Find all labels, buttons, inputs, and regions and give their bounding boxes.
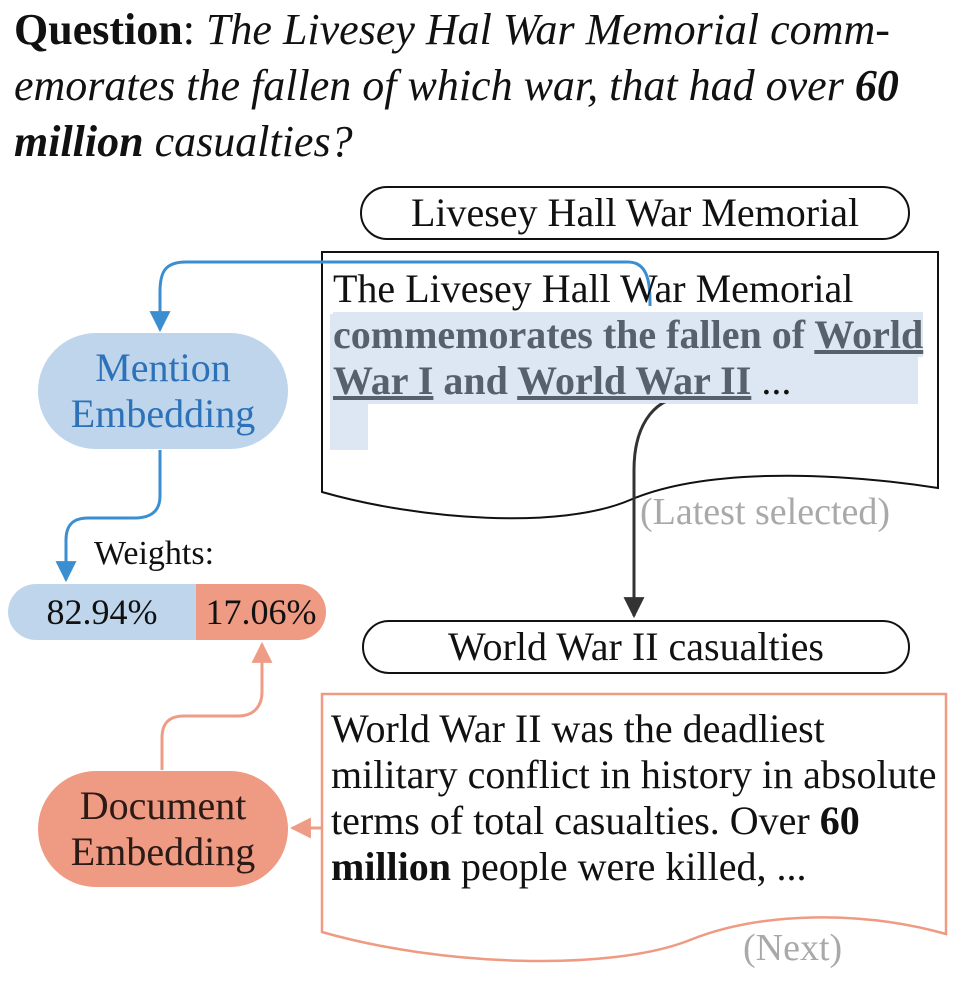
weight-document-segment [196,584,326,640]
doc2-title: World War II casualties [362,620,910,674]
document-embedding-node [38,771,288,887]
weight-mention-value: 82.94% [46,592,158,632]
doc2-status-label: (Next) [743,927,843,969]
doc1-ellipsis: ... [751,358,792,403]
doc1-highlight-prefix: commemorates the fallen of [333,312,815,357]
doc1-highlight-text [333,312,923,403]
doc2-text-part2: people were killed, ... [451,844,807,889]
question-label: Question [14,5,183,54]
doc1-status-label: (Latest selected) [640,491,891,533]
question-text-part3: casualties? [143,117,353,166]
question-bold-number: 60 [854,61,899,110]
question-colon: : [182,5,206,54]
document-embedding-line1: Document [79,783,247,828]
weights-label: Weights: [94,535,215,572]
doc2-bold-phrase: 60 million [331,798,860,889]
doc1-and-text: and [433,358,518,403]
doc2-text-part1: World War II was the deadliest military conflict in history in absolute terms of total casualties. Over [331,706,937,843]
weight-bar [8,584,326,640]
doc1-plain-text: The Livesey Hall War Memorial [333,266,854,311]
doc1-entity-2: World War II [517,358,752,403]
document-to-weights-arrow [162,644,262,770]
doc1-highlight-row3 [330,404,368,450]
weight-mention-segment [8,584,196,640]
mention-embedding-line2: Embedding [70,391,256,436]
doc2-text [331,706,941,890]
weight-document-value: 17.06% [205,592,317,632]
mention-embedding-line1: Mention [95,345,231,390]
mention-embedding-node [38,333,288,449]
question-text-part1: The Livesey Hal War Memorial comm-emorates the fallen of which war, that had over [14,5,890,110]
document-embedding-line2: Embedding [70,829,256,874]
doc1-entity-1: World War I [333,312,924,403]
doc1-text [333,266,933,404]
doc1-title: Livesey Hall War Memorial [360,186,910,240]
question-bold-word: million [14,117,144,166]
